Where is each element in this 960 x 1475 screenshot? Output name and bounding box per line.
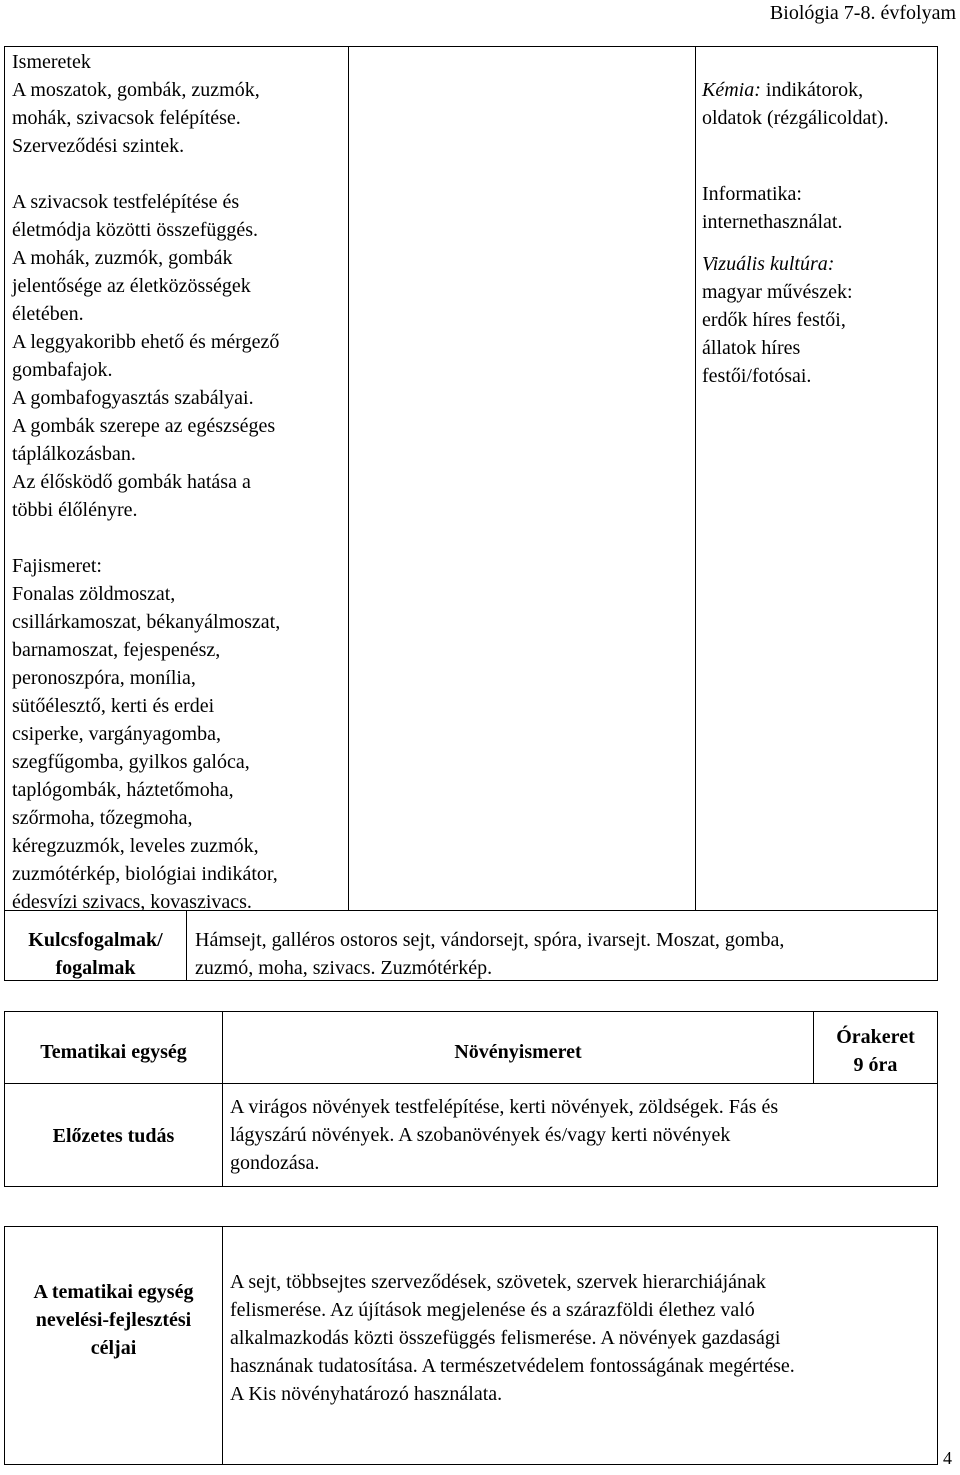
kemia-label: Kémia: [702,79,761,101]
text-line: többi élőlényre. [12,499,138,521]
text-line: oldatok (rézgálicoldat). [702,107,889,129]
ismeretek-block [12,48,346,160]
fajismeret-block [12,552,346,916]
text-line: Ismeretek [12,51,91,73]
text-line: nevelési-fejlesztési [35,1309,192,1331]
osszefuggesek-block [12,188,346,524]
text-line: A mohák, zuzmók, gombák [12,247,233,269]
text-line: Az élősködő gombák hatása a [12,471,251,493]
text-line: céljai [90,1337,137,1359]
text-line: A sejt, többsejtes szerveződések, szövetek, szervek hierarchiájának [230,1271,766,1293]
text-line: csiperke, vargányagomba, [12,723,221,745]
text-line: taplógombák, háztetőmoha, [12,779,234,801]
text-line: csillárkamoszat, békanyálmoszat, [12,611,281,633]
text-line: Szerveződési szintek. [12,135,185,157]
kulcsfogalmak-label [4,926,187,982]
text-line: A moszatok, gombák, zuzmók, [12,79,260,101]
text-line: A szivacsok testfelépítése és [12,191,240,213]
text-line: internethasználat. [702,211,843,233]
text-line: lágyszárú növények. A szobanövények és/vagy kerti növények [230,1124,731,1146]
text-line: édesvízi szivacs, kovaszivacs. [12,891,252,913]
page-header: Biológia 7-8. évfolyam [769,2,956,24]
text-line: fogalmak [55,957,136,979]
text-line: gondozása. [230,1152,320,1174]
text-line: A gombafogyasztás szabályai. [12,387,254,409]
text-line: barnamoszat, fejespenész, [12,639,221,661]
text-line: életmódja közötti összefüggés. [12,219,259,241]
text-line: felismerése. Az újítások megjelenése és a szárazföldi élethez való [230,1299,755,1321]
page-number: 4 [943,1448,952,1468]
unit-title: Növényismeret [454,1041,582,1063]
table1-cell-middle [348,46,696,911]
topics-text [12,48,346,916]
text-line: A gombák szerepe az egészséges [12,415,276,437]
vizualis-label: Vizuális kultúra: [702,253,835,275]
text-line: A Kis növényhatározó használata. [230,1383,503,1405]
orakeret [813,1023,938,1079]
cross-curricular-links [702,76,936,390]
text-line: gombafajok. [12,359,113,381]
text-line: Kulcsfogalmak/ [28,929,163,951]
text-line: A virágos növények testfelépítése, kerti növények, zöldségek. Fás és [230,1096,779,1118]
kemia-line [702,76,936,104]
informatika-label: Informatika: [702,183,802,205]
text-line: erdők híres festői, [702,309,846,331]
kulcsfogalmak-text [195,926,935,982]
celok-label [4,1278,223,1362]
text-line: mohák, szivacsok felépítése. [12,107,241,129]
text-line: zuzmó, moha, szivacs. Zuzmótérkép. [195,957,493,979]
text-line: kéregzuzmók, leveles zuzmók, [12,835,259,857]
text-line: állatok híres [702,337,801,359]
kemia-text: indikátorok, [760,79,864,101]
text-line: magyar művészek: [702,281,853,303]
orakeret-value: 9 óra [853,1054,898,1076]
text-line: A leggyakoribb ehető és mérgező [12,331,280,353]
celok-text [230,1268,935,1408]
text-line: szegfűgomba, gyilkos galóca, [12,751,250,773]
text-line: hasznának tudatosítása. A természetvédelem fontosságának megértése. [230,1355,795,1377]
text-line: Hámsejt, galléros ostoros sejt, vándorsejt, spóra, ivarsejt. Moszat, gomba, [195,929,785,951]
text-line: alkalmazkodás közti összefüggés felismerése. A növények gazdasági [230,1327,781,1349]
elozetes-label: Előzetes tudás [52,1125,175,1147]
tematikai-label: Tematikai egység [40,1041,187,1063]
text-line: Fonalas zöldmoszat, [12,583,176,605]
text-line: sütőélesztő, kerti és erdei [12,695,215,717]
text-line: életében. [12,303,84,325]
orakeret-label: Órakeret [836,1026,915,1048]
elozetes-text [230,1093,935,1177]
text-line: Fajismeret: [12,555,102,577]
text-line: A tematikai egység [33,1281,194,1303]
text-line: peronoszpóra, monília, [12,667,196,689]
text-line: jelentősége az életközösségek [12,275,251,297]
text-line: szőrmoha, tőzegmoha, [12,807,193,829]
text-line: festői/fotósai. [702,365,812,387]
text-line: zuzmótérkép, biológiai indikátor, [12,863,278,885]
text-line: táplálkozásban. [12,443,136,465]
